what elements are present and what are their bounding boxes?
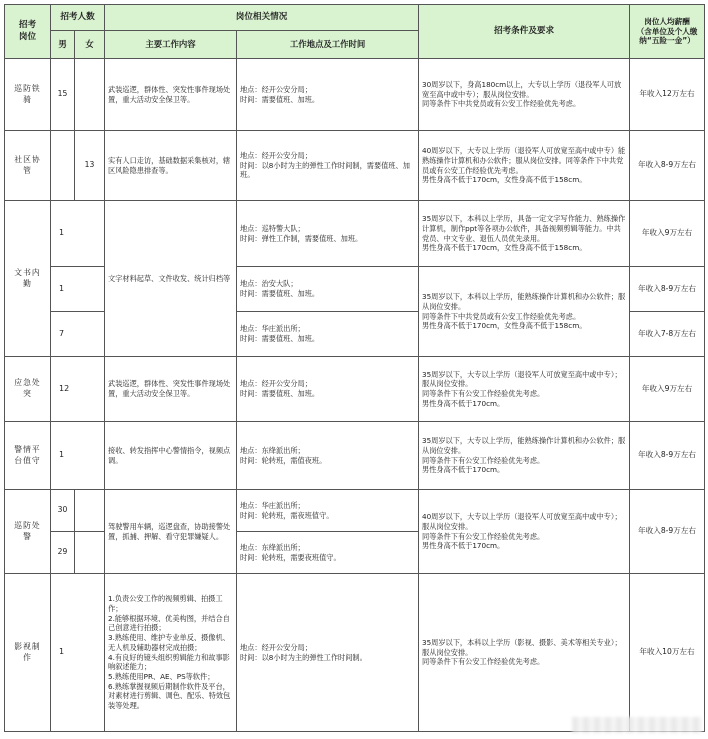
female-count [75,532,105,574]
duties-cell: 武装巡逻，群体性、突发性事件现场处置，重大活动安全保卫等。 [105,357,237,422]
requirements-cell: 35周岁以下，本科以上学历，能熟练操作计算机和办公软件；服从岗位安排。 同等条件下中共党员或有公安工作经验优先考虑。 男性身高不低于170cm，女性身高不低于158cm。 [419,267,630,357]
location-cell: 地点：华庄派出所； 时间：需要值班、加班。 [237,312,419,357]
location-cell: 地点：经开公安分局； 时间：以8小时为主的弹性工作时间制，需要值班、加班。 [237,131,419,201]
salary-cell: 年收入8-9万左右 [630,131,705,201]
male-count [51,131,75,201]
salary-cell: 年收入9万左右 [630,357,705,422]
location-cell: 地点：东绛派出所； 时间：轮转班，需值夜班。 [237,422,419,490]
row-community [5,131,705,201]
row-clerk-a [5,201,705,267]
recruitment-table [4,4,705,732]
location-cell: 地点：东绛派出所； 时间：轮转班，需要夜班值守。 [237,532,419,574]
location-cell: 地点：治安大队； 时间：需要值班、加班。 [237,267,419,312]
position-cell: 警情平 台值守 [5,422,51,490]
male-count: 15 [51,59,75,131]
salary-cell: 年收入12万左右 [630,59,705,131]
requirements-cell: 30周岁以下，身高180cm以上，大专以上学历（退役军人可放宽至高中或中专）；服从岗位安排。 同等条件下中共党员或有公安工作经验优先考虑。 [419,59,630,131]
male-count: 29 [51,532,75,574]
header-duties: 主要工作内容 [105,31,237,59]
salary-cell: 年收入9万左右 [630,201,705,267]
row-police-a [5,490,705,532]
salary-cell: 年收入8-9万左右 [630,267,705,312]
salary-cell: 年收入7-8万左右 [630,312,705,357]
header-job-info: 岗位相关情况 [105,5,419,31]
recruitment-table-sheet [4,4,704,734]
location-cell: 地点：经开公安分局； 时间：以8小时为主的弹性工作时间制。 [237,574,419,732]
location-cell: 地点：巡特警大队； 时间：弹性工作制，需要值班、加班。 [237,201,419,267]
position-cell: 影视制 作 [5,574,51,732]
duties-cell: 接收、转发指挥中心警情指令，视频点调。 [105,422,237,490]
headcount: 1 [51,267,105,312]
requirements-cell: 35周岁以下，大专以上学历（退役军人可放宽至高中或中专）；服从岗位安排。 同等条件下有公安工作经验优先考虑。 男性身高不低于170cm。 [419,357,630,422]
header-location-time: 工作地点及工作时间 [237,31,419,59]
duties-cell: 1.负责公安工作的视频剪辑、拍摄工作； 2.能够根据环境、优美构图，并结合自己创意进行拍摄； 3.熟练使用、维护专业单反、摄像机、无人机及辅助器材完成拍摄； 4.有良好的镜头组织剪辑能力和故事影响叙述能力； 5.熟练使用PR、AE、PS等软件； 6.熟练掌握视频后期制作软件及平台，对素材进行剪辑、调色、配乐、特效包装等处理。 [105,574,237,732]
header-position: 招考 岗位 [5,5,51,59]
headcount: 1 [51,574,105,732]
requirements-cell: 35周岁以下，本科以上学历，具备一定文字写作能力、熟练操作计算机，制作ppt等各项办公软件，具备视频剪辑等能力。中共党员、中文专业、退伍人员优先录用。 男性身高不低于170cm，女性身高不低于158cm。 [419,201,630,267]
location-cell: 地点：经开公安分局； 时间：需要值班、加班。 [237,357,419,422]
requirements-cell: 40周岁以下，大专以上学历（退役军人可放宽至高中或中专）；服从岗位安排。 同等条件下有公安工作经验优先考虑。 男性身高不低于170cm。 [419,490,630,574]
header-count: 招考人数 [51,5,105,31]
female-count [75,59,105,131]
headcount: 12 [51,357,105,422]
headcount: 1 [51,201,105,267]
location-cell: 地点：华庄派出所； 时间：轮转班，需夜班值守。 [237,490,419,532]
requirements-cell: 40周岁以下，大专以上学历（退役军人可放宽至高中或中专）能熟练操作计算机和办公软件；服从岗位安排。同等条件下中共党员或有公安工作经验优先考虑。 男性身高不低于170cm，女性身高不低于158cm。 [419,131,630,201]
position-cell: 应急处 突 [5,357,51,422]
position-cell: 社区协 管 [5,131,51,201]
row-alarm [5,422,705,490]
female-count [75,490,105,532]
requirements-cell: 35周岁以下，本科以上学历（影视、摄影、美术等相关专业）；服从岗位安排。 同等条件下有公安工作经验优先考虑。 [419,574,630,732]
salary-cell: 年收入10万左右 [630,574,705,732]
male-count: 30 [51,490,75,532]
header-male: 男 [51,31,75,59]
blurred-watermark [572,717,702,733]
header-salary: 岗位人均薪酬 （含单位及个人缴 纳“五险一金”） [630,5,705,59]
location-cell: 地点：经开公安分局； 时间：需要值班、加班。 [237,59,419,131]
requirements-cell: 35周岁以下，大专以上学历，能熟练操作计算机和办公软件；服从岗位安排。 同等条件下有公安工作经验优先考虑。 男性身高不低于170cm。 [419,422,630,490]
duties-cell: 驾驶警用车辆，巡逻盘查，协助接警处置，抓捕、押解、看守犯罪嫌疑人。 [105,490,237,574]
female-count: 13 [75,131,105,201]
position-cell: 巡防处 警 [5,490,51,574]
headcount: 1 [51,422,105,490]
duties-cell: 文字材料起草、文件收发、统计归档等 [105,201,237,357]
duties-cell: 实有人口走访，基础数据采集核对，辖区风险隐患排查等。 [105,131,237,201]
header-requirements: 招考条件及要求 [419,5,630,59]
header-female: 女 [75,31,105,59]
row-patrol [5,59,705,131]
row-emergency [5,357,705,422]
duties-cell: 武装巡逻，群体性、突发性事件现场处置，重大活动安全保卫等。 [105,59,237,131]
salary-cell: 年收入8-9万左右 [630,422,705,490]
row-video [5,574,705,732]
salary-cell: 年收入8-9万左右 [630,490,705,574]
position-cell: 巡防铁 骑 [5,59,51,131]
header-row-1 [5,5,705,31]
position-cell: 文书内 勤 [5,201,51,357]
headcount: 7 [51,312,105,357]
